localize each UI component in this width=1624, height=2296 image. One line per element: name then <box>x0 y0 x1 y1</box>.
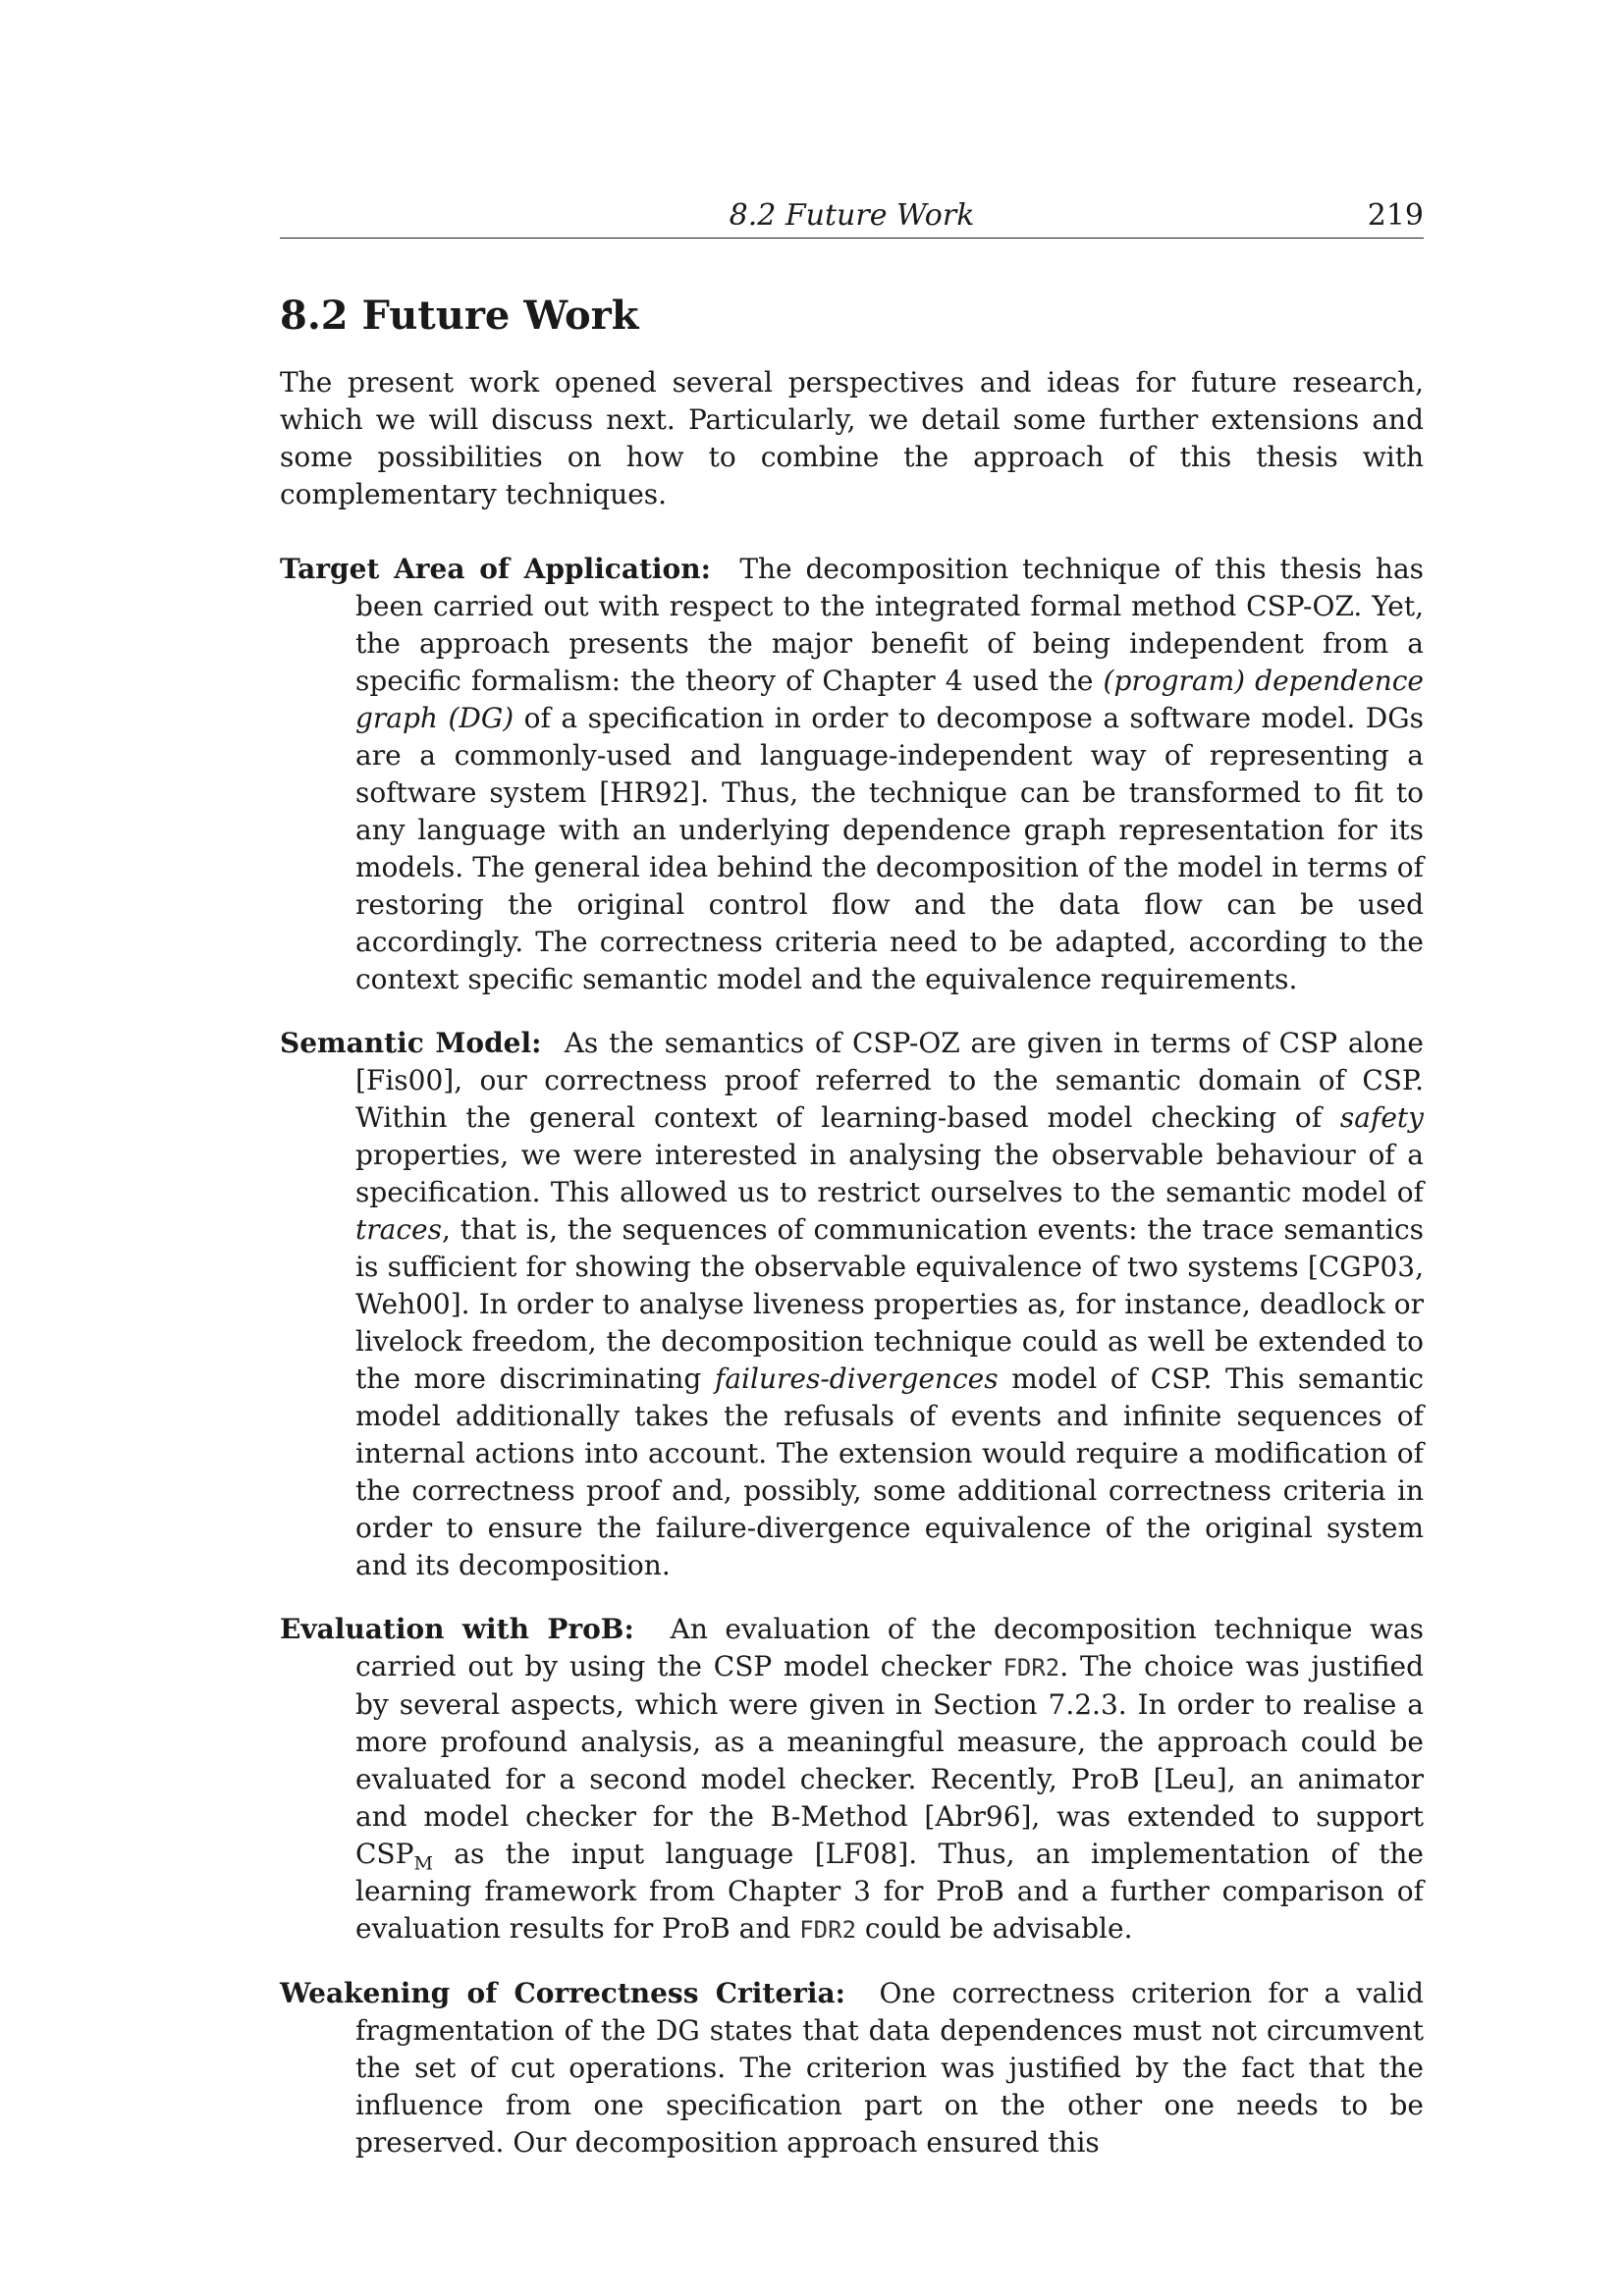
description-list <box>280 551 1424 2162</box>
item-text: An evaluation of the decomposition technique was carried out by using the CSP model checker <box>355 1613 1424 1682</box>
page-number: 219 <box>1367 198 1424 233</box>
running-title: 8.2 Future Work <box>729 198 975 233</box>
body-text <box>280 364 1424 2188</box>
list-item-semantic-model <box>280 1025 1424 1584</box>
item-code: FDR2 <box>1002 1654 1060 1682</box>
item-emphasis: traces <box>355 1213 442 1246</box>
item-text: properties, we were interested in analysing the observable behaviour of a specification. This allowed us to restrict ourselves to the semantic model of <box>355 1139 1424 1208</box>
item-text: could be advisable. <box>856 1912 1133 1945</box>
item-term: Evaluation with ProB: <box>280 1613 634 1645</box>
item-emphasis: failures-divergences <box>715 1362 999 1395</box>
item-text: As the semantics of CSP-OZ are given in terms of CSP alone [Fis00], our correctness proof referred to the semantic domain of CSP. Within the general context of learning-based model checking of <box>355 1027 1424 1134</box>
item-text: , that is, the sequences of communication events: the trace semantics is sufficient for showing the observable equivalence of two systems [CGP03, Weh00]. In order to analyse liveness properties as, for instance, deadlock or livelock freedom, the decomposition technique could as well be extended to the more discriminating <box>355 1213 1424 1395</box>
list-item-weakening-criteria <box>280 1975 1424 2162</box>
list-item-target-area <box>280 551 1424 998</box>
section-title: 8.2 Future Work <box>280 293 639 339</box>
item-text: The decomposition technique of this thesis has been carried out with respect to the integrated formal method CSP-OZ. Yet, the approach presents the major benefit of being independent from a specific formalism: the theory of Chapter 4 used the <box>355 553 1425 697</box>
intro-paragraph: The present work opened several perspectives and ideas for future research, which we will discuss next. Particularly, we detail some further extensions and some possibilities on how to combine the approach of this thesis with complementary techniques. <box>280 366 1424 510</box>
item-emphasis: safety <box>1339 1101 1424 1134</box>
running-header <box>280 196 1424 239</box>
item-term: Semantic Model: <box>280 1027 542 1059</box>
list-item-evaluation-prob <box>280 1611 1424 1949</box>
item-term: Target Area of Application: <box>280 553 711 585</box>
item-text: of a specification in order to decompose a software model. DGs are a commonly-used and language-independent way of representing a software system [HR92]. Thus, the technique can be transformed to fit to any language with an underlying dependence graph representation for its models. The general idea behind the decomposition of the model in terms of restoring the original control flow and the data flow can be used accordingly. The correctness criteria need to be adapted, according to the context specific semantic model and the equivalence requirements. <box>355 702 1424 995</box>
item-emphasis: (program) dependence graph (DG) <box>355 665 1424 734</box>
item-code: FDR2 <box>799 1916 857 1944</box>
item-term: Weakening of Correctness Criteria: <box>280 1977 846 2009</box>
item-text: as the input language [LF08]. Thus, an implementation of the learning framework from Chapter 3 for ProB and a further comparison of evaluation results for ProB and <box>355 1838 1424 1945</box>
item-text: model of CSP. This semantic model additionally takes the refusals of events and infinite sequences of internal actions into account. The extension would require a modification of the correctness proof and, possibly, some additional correctness criteria in order to ensure the failure-divergence equivalence of the original system and its decomposition. <box>355 1362 1424 1581</box>
item-text: . The choice was justified by several aspects, which were given in Section 7.2.3. In order to realise a more profound analysis, as a meaningful measure, the approach could be evaluated for a second model checker. Recently, ProB [Leu], an animator and model checker for the B-Method [Abr96], was extended to support CSP <box>355 1650 1424 1870</box>
item-subscript: M <box>413 1852 433 1875</box>
item-text: One correctness criterion for a valid fragmentation of the DG states that data dependences must not circumvent the set of cut operations. The criterion was justified by the fact that the influence from one specification part on the other one needs to be preserved. Our decomposition approach ensured this <box>355 1977 1425 2159</box>
